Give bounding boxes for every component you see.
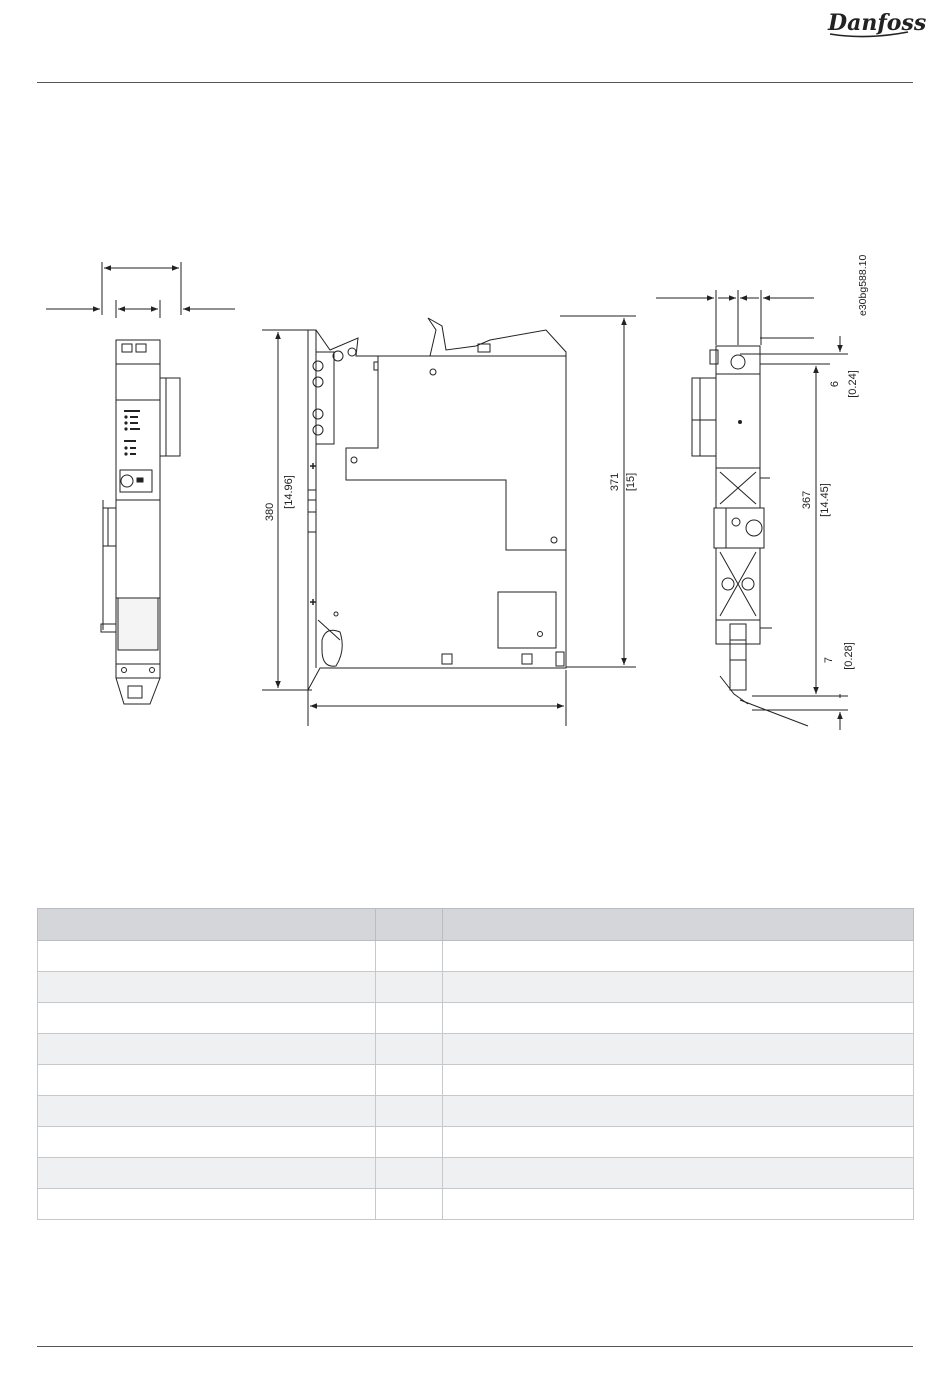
- table-cell: [38, 1065, 376, 1096]
- dim-7-in: [0.28]: [843, 642, 855, 670]
- table-header-cell: [443, 909, 914, 941]
- table-cell: [443, 1189, 914, 1220]
- svg-text:Danfoss: Danfoss: [828, 10, 927, 36]
- table-header-row: [38, 909, 914, 941]
- table-cell: [443, 1065, 914, 1096]
- dim-371: 371: [609, 472, 621, 492]
- table-cell: [443, 1127, 914, 1158]
- table-cell: [38, 941, 376, 972]
- table-row: [38, 1189, 914, 1220]
- table-cell: [376, 1158, 443, 1189]
- dim-367: 367: [801, 490, 813, 510]
- table-row: [38, 1158, 914, 1189]
- table-cell: [443, 1158, 914, 1189]
- table-row: [38, 1065, 914, 1096]
- dim-7: 7: [823, 656, 835, 664]
- figure-doc-id: e30bg588.10: [857, 254, 869, 316]
- table-cell: [376, 1096, 443, 1127]
- table-cell: [376, 1034, 443, 1065]
- table-cell: [38, 1034, 376, 1065]
- dim-367-in: [14.45]: [819, 483, 831, 517]
- dim-380-in: [14.96]: [283, 475, 295, 509]
- table-cell: [376, 1127, 443, 1158]
- table-cell: [443, 1096, 914, 1127]
- footer-rule: [37, 1346, 913, 1347]
- dim-371-in: [15]: [625, 472, 637, 492]
- table-cell: [38, 1003, 376, 1034]
- table-header-cell: [38, 909, 376, 941]
- side-view: [262, 316, 636, 726]
- table-row: [38, 972, 914, 1003]
- table-cell: [38, 1189, 376, 1220]
- table-cell: [38, 1096, 376, 1127]
- table-cell: [376, 972, 443, 1003]
- table-row: [38, 941, 914, 972]
- table-cell: [376, 1003, 443, 1034]
- table-cell: [443, 972, 914, 1003]
- dim-6-in: [0.24]: [847, 370, 859, 398]
- front-view: [46, 262, 235, 704]
- dim-380: 380: [264, 502, 276, 522]
- table-cell: [38, 1158, 376, 1189]
- table-cell: [376, 941, 443, 972]
- table-cell: [376, 1065, 443, 1096]
- table-cell: [443, 1034, 914, 1065]
- table-cell: [38, 972, 376, 1003]
- table-row: [38, 1034, 914, 1065]
- table-row: [38, 1096, 914, 1127]
- table-row: [38, 1127, 914, 1158]
- table-row: [38, 1003, 914, 1034]
- spec-table: [37, 908, 914, 1220]
- table-cell: [38, 1127, 376, 1158]
- table-cell: [443, 1003, 914, 1034]
- dim-6: 6: [829, 380, 841, 388]
- table-cell: [376, 1189, 443, 1220]
- table-header-cell: [376, 909, 443, 941]
- table-cell: [443, 941, 914, 972]
